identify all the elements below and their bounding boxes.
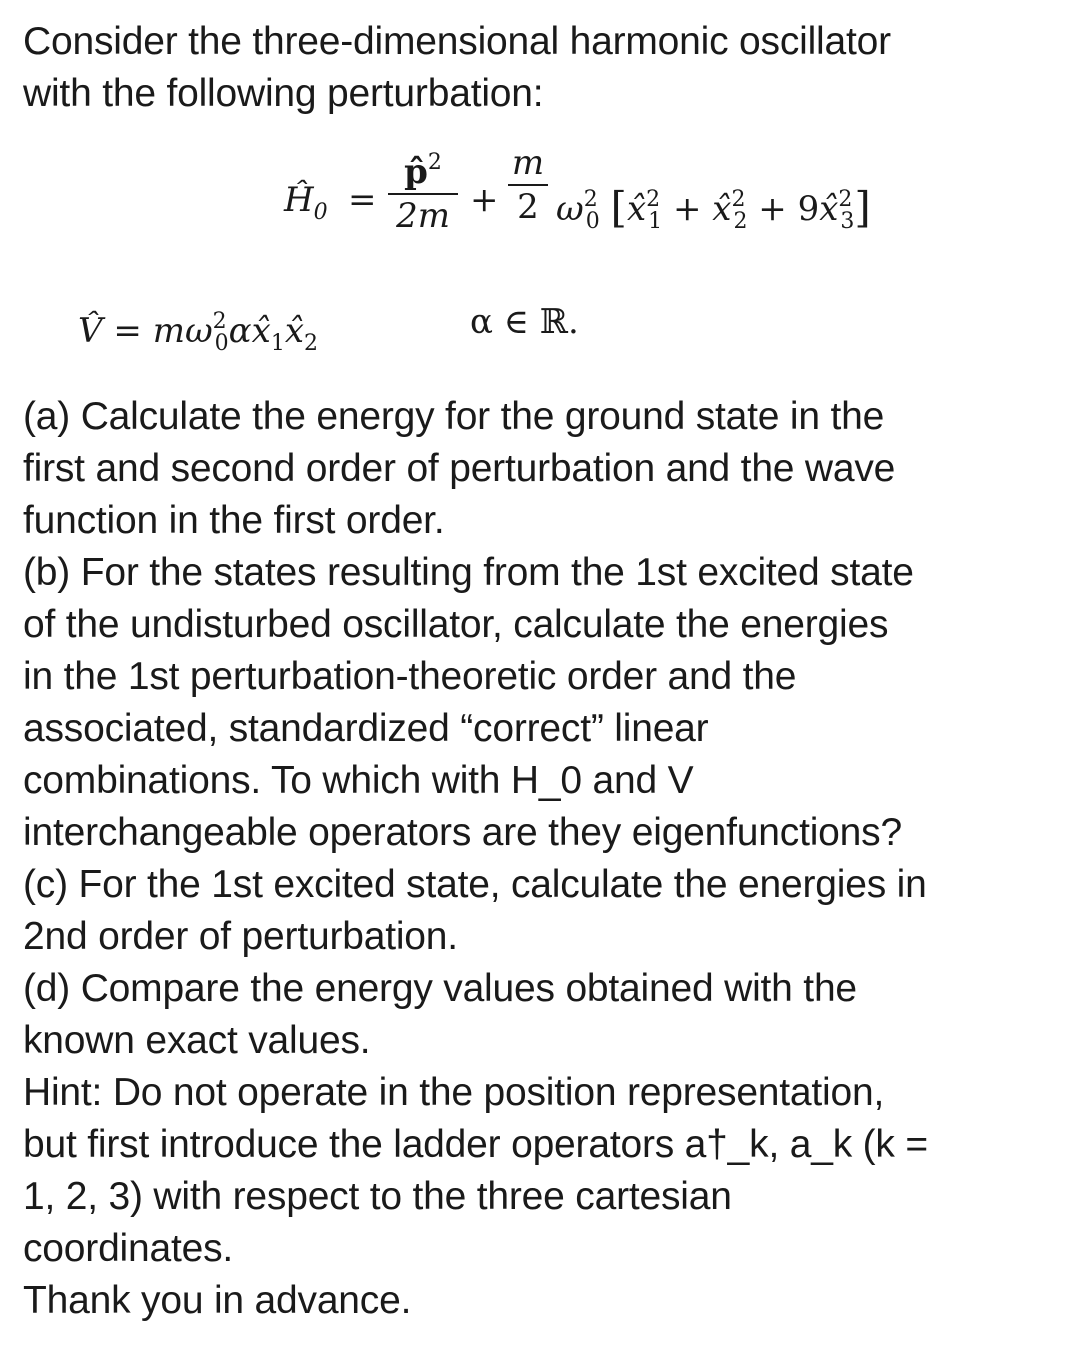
momentum-fraction: p̂$^2$ 2m bbox=[388, 144, 458, 235]
text-line: of the undisturbed oscillator, calculate the energies bbox=[23, 603, 889, 646]
text-line: but first introduce the ladder operators a†_k, a_k (k = bbox=[23, 1123, 928, 1166]
text-line: in the 1st perturbation-theoretic order and the bbox=[23, 655, 797, 698]
text-line: first and second order of perturbation and the wave bbox=[23, 447, 896, 490]
hamiltonian-equation bbox=[280, 140, 920, 260]
equals-sign: = bbox=[348, 180, 377, 220]
perturbation-equation bbox=[78, 296, 638, 356]
mass-fraction: m 2 bbox=[508, 144, 548, 226]
text-line: interchangeable operators are they eigenfunctions? bbox=[23, 811, 902, 854]
question-paragraph bbox=[23, 391, 1063, 1327]
text-line: combinations. To which with H_0 and V bbox=[23, 759, 694, 802]
text-line: coordinates. bbox=[23, 1227, 234, 1270]
text-line: Hint: Do not operate in the position representation, bbox=[23, 1071, 885, 1114]
h0-symbol: $Ĥ_0$ bbox=[284, 180, 328, 225]
alpha-condition: α ∈ ℝ. bbox=[470, 302, 579, 342]
text-line: known exact values. bbox=[23, 1019, 371, 1062]
text-line: function in the first order. bbox=[23, 499, 445, 542]
potential-terms: $\omega^2_0$ [x̂$^2_1$ + x̂$^2_2$ + 9x̂$^2_3$] bbox=[556, 183, 871, 234]
plus-sign: + bbox=[470, 180, 499, 220]
text-line: Consider the three-dimensional harmonic oscillator bbox=[23, 20, 891, 63]
text-line: (a) Calculate the energy for the ground state in the bbox=[23, 395, 885, 438]
text-line: (c) For the 1st excited state, calculate the energies in bbox=[23, 863, 927, 906]
perturbation-terms: V̂ = $m\omega^2_0\alpha x̂_1x̂_2$ bbox=[78, 309, 319, 356]
text-line: (d) Compare the energy values obtained with the bbox=[23, 967, 857, 1010]
text-line: associated, standardized “correct” linear bbox=[23, 707, 709, 750]
text-line: 1, 2, 3) with respect to the three cartesian bbox=[23, 1175, 732, 1218]
text-line: with the following perturbation: bbox=[23, 72, 544, 115]
text-line: 2nd order of perturbation. bbox=[23, 915, 458, 958]
text-line: (b) For the states resulting from the 1st excited state bbox=[23, 551, 914, 594]
text-line: Thank you in advance. bbox=[23, 1279, 412, 1322]
intro-paragraph bbox=[23, 16, 1063, 120]
